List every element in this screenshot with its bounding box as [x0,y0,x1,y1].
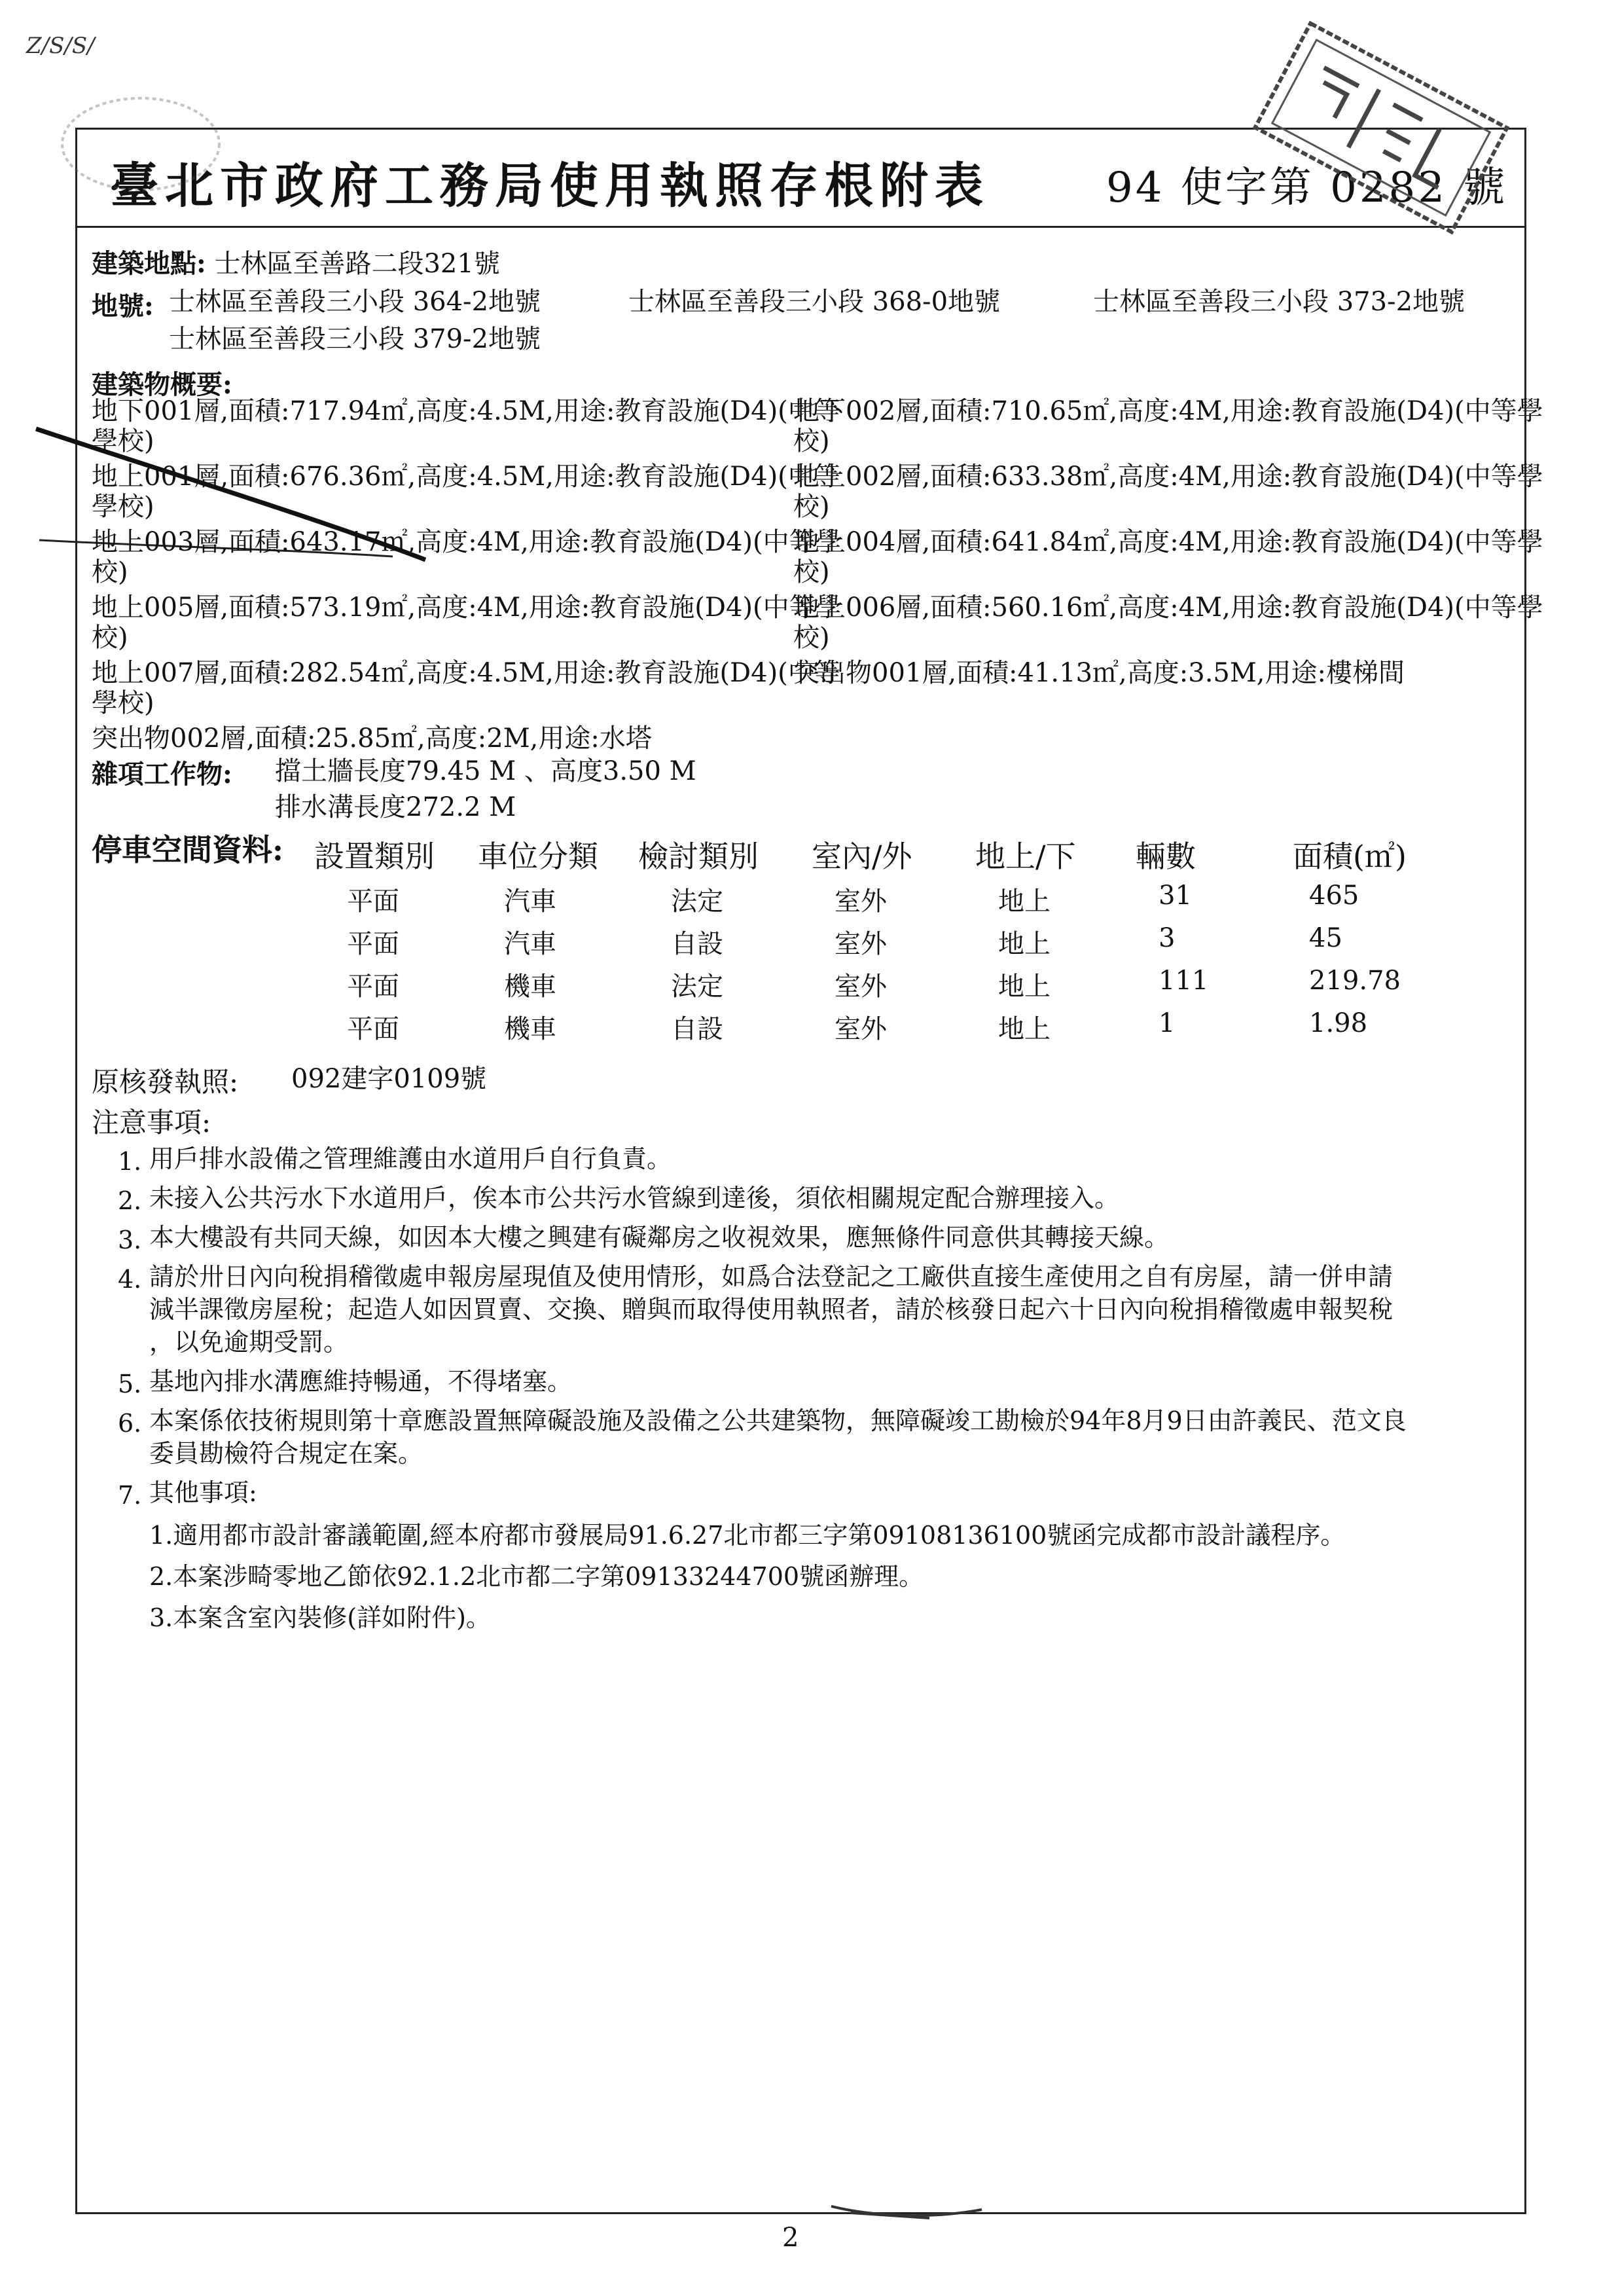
note-text: 本大樓設有共同天線，如因本大樓之興建有礙鄰房之收視效果，應無條件同意供其轉接天線。 [149,1223,1170,1252]
note-text: 其他事項: [149,1478,257,1507]
parking-cell: 219.78 [1309,966,1401,996]
lot-label: 地號: [92,291,154,321]
parking-header: 輛數 [1136,839,1196,874]
floor-line: 地上001層,面積:676.36㎡,高度:4.5M,用途:教育設施(D4)(中等 [92,462,840,492]
note-text: 減半課徵房屋稅；起造人如因買賣、交換、贈與而取得使用執照者，請於核發日起六十日內向稅捐稽徵處申報契稅 [149,1295,1393,1324]
parking-cell: 法定 [671,886,723,917]
floor-line: 校) [793,492,830,522]
note-text: 本案係依技術規則第十章應設置無障礙設施及設備之公共建築物，無障礙竣工勘檢於94年8月9日由許義民、范文良 [149,1406,1407,1435]
lot-number: 士林區至善段三小段 364-2地號 [169,287,541,317]
parking-cell: 平面 [347,929,399,959]
other-item: 1.適用都市設計審議範圍,經本府都市發展局91.6.27北市都三字第09108136100號函完成都市設計議程序。 [149,1521,1346,1550]
notes-label: 注意事項: [92,1106,211,1139]
floor-line: 校) [793,426,830,456]
floor-line: 學校) [92,426,154,456]
floor-line: 突出物001層,面積:41.13㎡,高度:3.5M,用途:樓梯間 [793,658,1405,688]
parking-header: 室內/外 [812,839,912,874]
floor-line: 學校) [92,492,154,522]
parking-cell: 機車 [504,1014,556,1044]
floor-line: 學校) [92,688,154,718]
address-value: 士林區至善路二段321號 [214,249,500,279]
original-license-value: 092建字0109號 [291,1064,487,1094]
parking-cell: 自設 [671,929,723,959]
parking-cell: 31 [1159,881,1192,911]
note-number: 7. [118,1481,142,1510]
floor-line: 校) [793,557,830,587]
parking-label: 停車空間資料: [92,832,283,867]
lot-number: 士林區至善段三小段 373-2地號 [1093,287,1465,317]
note-number: 6. [118,1409,142,1438]
parking-cell: 室外 [835,929,887,959]
note-text: 請於卅日內向稅捐稽徵處申報房屋現值及使用情形，如爲合法登記之工廠供直接生產使用之自有房屋，請一併申請 [149,1262,1393,1291]
permit-number: 94 使字第 0282 號 [1106,164,1508,212]
note-number: 3. [118,1226,142,1254]
misc-works-line: 擋土牆長度79.45 M 、高度3.50 M [275,756,696,786]
parking-cell: 465 [1309,881,1359,911]
parking-cell: 平面 [347,1014,399,1044]
note-text: 基地內排水溝應維持暢通，不得堵塞。 [149,1367,573,1396]
parking-header: 地上/下 [975,839,1076,874]
parking-cell: 地上 [998,929,1051,959]
floor-line: 地下001層,面積:717.94㎡,高度:4.5M,用途:教育設施(D4)(中等 [92,396,840,426]
floor-line: 地上005層,面積:573.19㎡,高度:4M,用途:教育設施(D4)(中等學 [92,592,842,623]
parking-cell: 自設 [671,1014,723,1044]
note-text: 未接入公共污水下水道用戶，俟本市公共污水管線到達後，須依相關規定配合辦理接入。 [149,1184,1120,1212]
floor-line: 地上007層,面積:282.54㎡,高度:4.5M,用途:教育設施(D4)(中等 [92,658,840,688]
parking-cell: 45 [1309,923,1342,953]
corner-scribble: Z/S/S/ [26,33,95,59]
floor-line: 地下002層,面積:710.65㎡,高度:4M,用途:教育設施(D4)(中等學 [793,396,1543,426]
parking-header: 檢討類別 [638,839,759,874]
parking-cell: 室外 [835,1014,887,1044]
note-number: 1. [118,1147,142,1176]
parking-cell: 機車 [504,972,556,1002]
floor-line: 地上006層,面積:560.16㎡,高度:4M,用途:教育設施(D4)(中等學 [793,592,1543,623]
document-title: 臺北市政府工務局使用執照存根附表 [110,158,990,214]
parking-cell: 汽車 [504,886,556,917]
floor-line: 地上004層,面積:641.84㎡,高度:4M,用途:教育設施(D4)(中等學 [793,527,1543,557]
address-line [92,249,500,279]
parking-cell: 地上 [998,972,1051,1002]
parking-header: 設置類別 [314,839,435,874]
floor-line: 突出物002層,面積:25.85㎡,高度:2M,用途:水塔 [92,723,652,754]
building-summary-label: 建築物概要: [92,369,232,400]
note-text: ，以免逾期受罰。 [149,1328,349,1357]
misc-works-line: 排水溝長度272.2 M [275,792,516,822]
address-label: 建築地點: [92,248,206,279]
parking-header: 面積(㎡) [1293,839,1407,874]
parking-cell: 平面 [347,886,399,917]
parking-cell: 1 [1159,1008,1176,1038]
parking-cell: 汽車 [504,929,556,959]
parking-header: 車位分類 [478,839,598,874]
note-number: 4. [118,1265,142,1294]
floor-line: 校) [92,557,128,587]
floor-line: 地上002層,面積:633.38㎡,高度:4M,用途:教育設施(D4)(中等學 [793,462,1543,492]
floor-line: 校) [92,623,128,653]
parking-cell: 室外 [835,886,887,917]
floor-line: 校) [793,623,830,653]
original-license-label: 原核發執照: [92,1066,239,1098]
note-number: 2. [118,1186,142,1215]
lot-number: 士林區至善段三小段 379-2地號 [169,324,541,354]
other-item: 2.本案涉畸零地乙節依92.1.2北市都二字第09133244700號函辦理。 [149,1562,924,1591]
parking-cell: 111 [1159,966,1209,996]
other-item: 3.本案含室內裝修(詳如附件)。 [149,1603,491,1632]
parking-cell: 室外 [835,972,887,1002]
note-text: 用戶排水設備之管理維護由水道用戶自行負責。 [149,1144,672,1173]
parking-cell: 3 [1159,923,1176,953]
note-number: 5. [118,1370,142,1398]
parking-cell: 平面 [347,972,399,1002]
misc-works-label: 雜項工作物: [92,759,232,790]
parking-cell: 地上 [998,886,1051,917]
floor-line: 地上003層,面積:643.17㎡,高度:4M,用途:教育設施(D4)(中等學 [92,527,842,557]
note-text: 委員勘檢符合規定在案。 [149,1439,423,1468]
parking-cell: 法定 [671,972,723,1002]
lot-number: 士林區至善段三小段 368-0地號 [628,287,1001,317]
parking-cell: 地上 [998,1014,1051,1044]
parking-cell: 1.98 [1309,1008,1368,1038]
page-number: 2 [782,2223,799,2253]
